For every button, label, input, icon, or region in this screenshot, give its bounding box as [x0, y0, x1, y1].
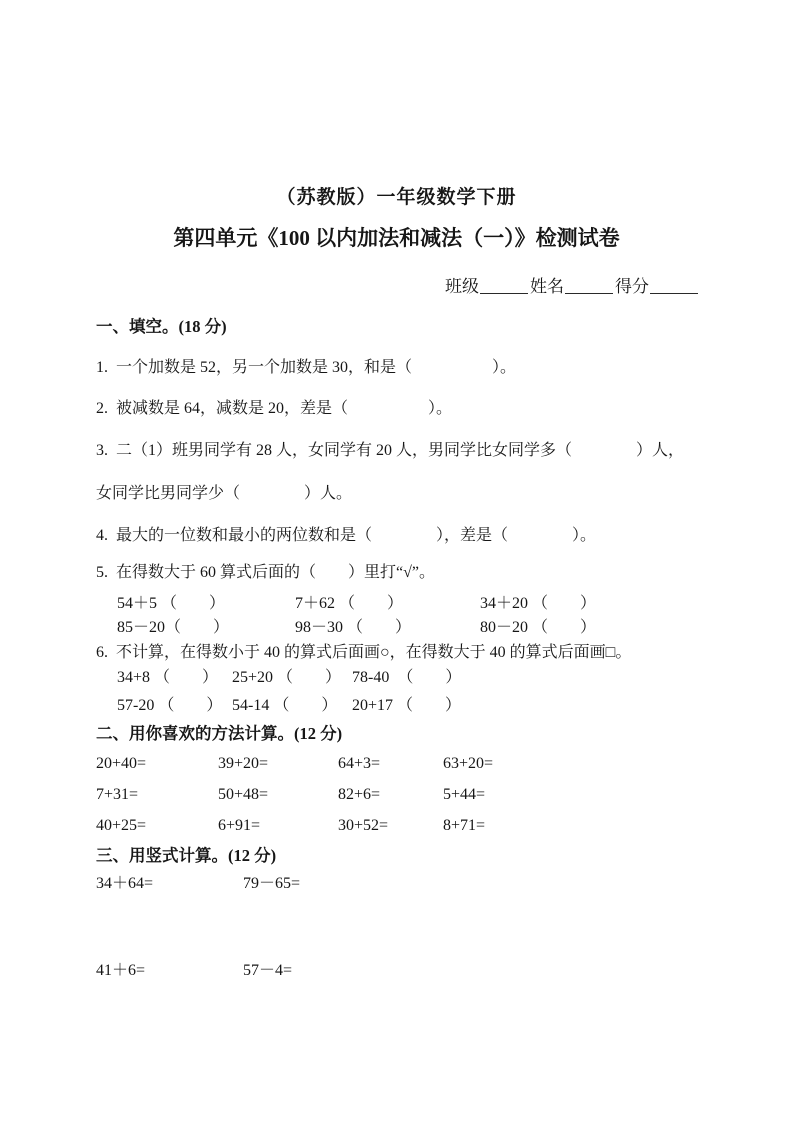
- calc-expression: 39+20=: [218, 755, 269, 772]
- q5-expression: 85－20（ ）: [117, 619, 230, 636]
- q6-expression: 57-20 （ ）: [117, 697, 223, 714]
- question-5-row1: [117, 594, 596, 614]
- q6-expression: 78-40 （ ）: [352, 669, 462, 686]
- q5-expression: 7＋62 （ ）: [295, 595, 404, 612]
- q5-expression: 98－30 （ ）: [295, 619, 412, 636]
- section2-row2: [96, 785, 485, 805]
- question-1: 1. 一个加数是 52，另一个加数是 30，和是（ ）。: [96, 359, 517, 376]
- class-label: 班级: [445, 277, 479, 296]
- calc-expression: 6+91=: [218, 817, 261, 834]
- calc-expression: 63+20=: [443, 755, 494, 772]
- q6-expression: 20+17 （ ）: [352, 697, 462, 714]
- section3-row1: [96, 874, 300, 894]
- section3-heading: 三、用竖式计算。(12 分): [96, 846, 277, 865]
- q5-expression: 80－20 （ ）: [480, 619, 597, 636]
- q6-expression: 25+20 （ ）: [232, 669, 342, 686]
- calc-expression: 64+3=: [338, 755, 381, 772]
- question-3-line2: 女同学比男同学少（ ）人。: [96, 485, 353, 502]
- question-5-row2: [117, 618, 596, 638]
- section2-row3: [96, 816, 485, 836]
- calc-expression: 50+48=: [218, 786, 269, 803]
- q5-expression: 54＋5 （ ）: [117, 595, 226, 612]
- calc-expression: 5+44=: [443, 786, 486, 803]
- question-6-row1: [117, 668, 461, 688]
- q6-expression: 34+8 （ ）: [117, 669, 219, 686]
- calc-expression: 7+31=: [96, 786, 139, 803]
- calc-expression: 8+71=: [443, 817, 486, 834]
- section2-row1: [96, 754, 493, 774]
- doc-title-line2: 第四单元《100 以内加法和减法（一）》检测试卷: [173, 226, 620, 250]
- question-6-row2: [117, 696, 461, 716]
- name-label: 姓名: [530, 277, 564, 296]
- question-5-prompt: 5. 在得数大于 60 算式后面的（ ）里打“√”。: [96, 564, 435, 581]
- calc-expression: 82+6=: [338, 786, 381, 803]
- question-2: 2. 被减数是 64，减数是 20，差是（ ）。: [96, 400, 453, 417]
- doc-title-line1: （苏教版）一年级数学下册: [276, 187, 517, 208]
- vertical-calc-expression: 57－4=: [243, 962, 293, 979]
- calc-expression: 30+52=: [338, 817, 389, 834]
- q5-expression: 34＋20 （ ）: [480, 595, 597, 612]
- q6-expression: 54-14 （ ）: [232, 697, 338, 714]
- score-blank-line: [650, 276, 698, 294]
- student-info-line: [445, 276, 700, 297]
- calc-expression: 40+25=: [96, 817, 147, 834]
- class-blank-line: [480, 276, 528, 294]
- question-6-prompt: 6. 不计算，在得数小于 40 的算式后面画○，在得数大于 40 的算式后面画□。: [96, 644, 632, 661]
- vertical-calc-expression: 34＋64=: [96, 875, 154, 892]
- section2-heading: 二、用你喜欢的方法计算。(12 分): [96, 724, 343, 743]
- vertical-calc-expression: 79－65=: [243, 875, 301, 892]
- calc-expression: 20+40=: [96, 755, 147, 772]
- section3-row2: [96, 961, 292, 981]
- score-label: 得分: [615, 277, 649, 296]
- name-blank-line: [565, 276, 613, 294]
- vertical-calc-expression: 41＋6=: [96, 962, 146, 979]
- question-3-line1: 3. 二（1）班男同学有 28 人，女同学有 20 人，男同学比女同学多（ ）人，: [96, 442, 685, 459]
- question-4: 4. 最大的一位数和最小的两位数和是（ ），差是（ ）。: [96, 527, 597, 544]
- section1-heading: 一、填空。(18 分): [96, 317, 227, 336]
